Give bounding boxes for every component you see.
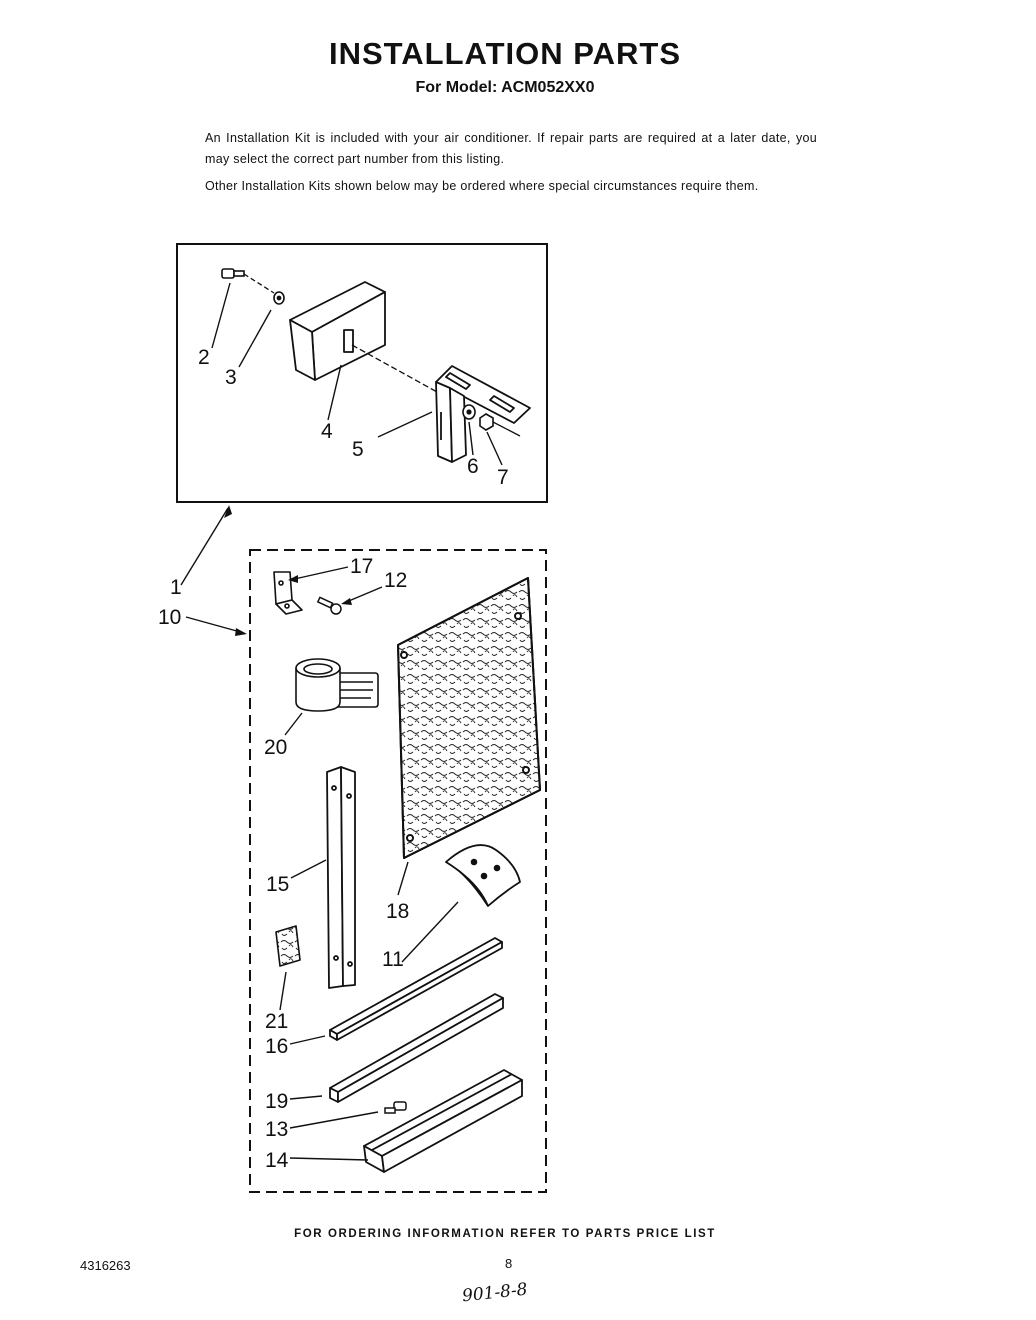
callout-17: 17 [350,555,374,578]
callout-16: 16 [265,1035,289,1058]
callout-4: 4 [321,420,333,443]
callout-11: 11 [382,948,404,971]
part-11-clip-icon [446,845,520,906]
part-12-screw-icon [318,597,341,614]
part-2-screw-icon [222,269,244,278]
callout-6: 6 [467,455,479,478]
ordering-note: FOR ORDERING INFORMATION REFER TO PARTS PRICE LIST [294,1228,716,1240]
callout-1: 1 [170,576,182,599]
part-5-bracket-icon [436,366,530,462]
part-21-foam-block-icon [276,926,300,966]
callout-18: 18 [386,900,410,923]
callout-15: 15 [266,873,290,896]
callout-3: 3 [225,366,237,389]
part-7-nut-icon [480,414,493,430]
model-subtitle: For Model: ACM052XX0 [415,79,595,96]
part-4-cover-icon [290,282,385,380]
callout-13: 13 [265,1118,289,1141]
part-18-panel-icon [398,578,540,858]
callout-12: 12 [384,569,408,592]
callout-7: 7 [497,466,509,489]
part-6-washer-icon [463,405,475,419]
intro-paragraph-2: Other Installation Kits shown below may be ordered where special circumstances require them. [205,179,759,193]
callout-19: 19 [265,1090,289,1113]
callout-2: 2 [198,346,210,369]
intro-paragraph-1: An Installation Kit is included with your air conditioner. If repair parts are required at a later date, you may select the correct part number from this listing. [205,131,817,166]
handwritten-note: 901-8-8 [461,1279,529,1307]
part-20-foam-roll-icon [296,659,378,711]
part-14-channel-icon [364,1070,522,1172]
page-number: 8 [505,1256,513,1271]
callout-14: 14 [265,1149,289,1172]
callout-10: 10 [158,606,182,629]
part-13-screw-icon [385,1102,406,1113]
document-number: 4316263 [80,1258,131,1273]
page-title: INSTALLATION PARTS [328,36,682,71]
callout-5: 5 [352,438,364,461]
callout-21: 21 [265,1010,289,1033]
callout-20: 20 [264,736,288,759]
part-15-vertical-angle-icon [327,767,355,988]
part-3-washer-icon [274,292,284,304]
